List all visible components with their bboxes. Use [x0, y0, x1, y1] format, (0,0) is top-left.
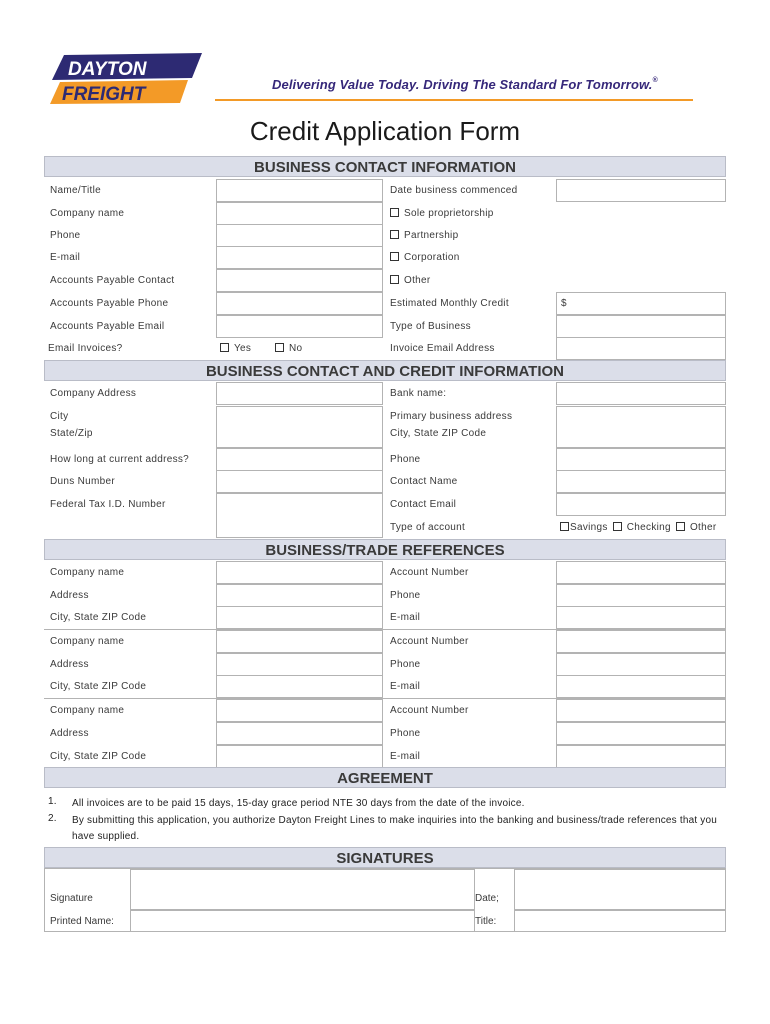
checkbox-no[interactable] — [275, 343, 284, 352]
input-type-of-business[interactable] — [556, 315, 726, 338]
input-ref3-address[interactable] — [216, 722, 383, 745]
input-ref2-address[interactable] — [216, 653, 383, 676]
label-title: Title: — [475, 916, 497, 927]
ref3-row-city — [44, 745, 726, 768]
row-type-of-account — [44, 516, 726, 539]
label-ref2-email: E-mail — [390, 681, 421, 692]
label-bank-name: Bank name: — [390, 388, 447, 399]
input-printed-name[interactable] — [130, 910, 475, 932]
agreement-item — [48, 796, 724, 812]
logo-line2: FREIGHT — [62, 84, 146, 104]
label-ref3-address: Address — [50, 728, 89, 739]
account-type-options — [560, 516, 726, 539]
checkbox-yes[interactable] — [220, 343, 229, 352]
input-primary-address[interactable] — [556, 406, 726, 448]
row-how-long — [44, 448, 726, 471]
label-bank-phone: Phone — [390, 454, 421, 465]
row-email — [44, 246, 726, 269]
input-ref3-account[interactable] — [556, 699, 726, 722]
row-email-invoices — [44, 337, 726, 360]
checkbox-checking[interactable] — [613, 522, 622, 531]
row-duns — [44, 470, 726, 493]
row-ap-email — [44, 315, 726, 338]
label-city: City — [50, 411, 69, 422]
input-ref2-phone[interactable] — [556, 653, 726, 676]
label-ref1-email: E-mail — [390, 612, 421, 623]
section-business-credit: BUSINESS CONTACT AND CREDIT INFORMATION — [44, 360, 726, 381]
label-ref3-company: Company name — [50, 705, 125, 716]
input-ref1-phone[interactable] — [556, 584, 726, 607]
option-yes[interactable]: Yes — [220, 337, 251, 360]
input-ref2-email[interactable] — [556, 675, 726, 698]
checkbox-other-entity[interactable] — [390, 275, 399, 284]
ref1-row-city — [44, 606, 726, 629]
row-ap-contact — [44, 269, 726, 292]
input-ref1-email[interactable] — [556, 606, 726, 629]
label-primary-business-address: Primary business address — [390, 411, 513, 422]
label-invoice-email: Invoice Email Address — [390, 343, 495, 354]
input-est-monthly-credit[interactable]: $ — [556, 292, 726, 315]
agreement-number: 2. — [48, 813, 57, 824]
input-duns[interactable] — [216, 470, 383, 493]
label-city-state — [50, 406, 218, 448]
input-ref1-address[interactable] — [216, 584, 383, 607]
label-ref1-company: Company name — [50, 567, 125, 578]
label-ref2-account: Account Number — [390, 636, 469, 647]
label-ref2-phone: Phone — [390, 659, 421, 670]
tagline: Delivering Value Today. Driving The Standard For Tomorrow.® — [272, 77, 658, 92]
agreement-text: All invoices are to be paid 15 days, 15-day grace period NTE 30 days from the date of the invoice. — [72, 798, 525, 809]
input-ap-phone[interactable] — [216, 292, 383, 315]
label-ref3-account: Account Number — [390, 705, 469, 716]
row-phone — [44, 224, 726, 247]
ref1-row-company — [44, 561, 726, 584]
ref3-row-address — [44, 722, 726, 745]
row-signature — [44, 887, 726, 910]
label-phone: Phone — [50, 230, 81, 241]
input-title[interactable] — [514, 910, 726, 932]
registered-mark: ® — [652, 77, 658, 84]
label-ap-email: Accounts Payable Email — [50, 321, 165, 332]
label-est-monthly-credit: Estimated Monthly Credit — [390, 298, 509, 309]
row-ap-phone — [44, 292, 726, 315]
section-business-contact: BUSINESS CONTACT INFORMATION — [44, 156, 726, 177]
label-ref2-address: Address — [50, 659, 89, 670]
input-date-commenced[interactable] — [556, 179, 726, 202]
label-email-invoices: Email Invoices? — [48, 343, 123, 354]
label-ref2-company: Company name — [50, 636, 125, 647]
option-sole-proprietorship[interactable]: Sole proprietorship — [390, 202, 556, 225]
input-ref3-city[interactable] — [216, 745, 383, 768]
section-trade-references: BUSINESS/TRADE REFERENCES — [44, 539, 726, 560]
input-bank-phone[interactable] — [556, 448, 726, 471]
label-date: Date; — [475, 893, 499, 904]
label-bank-city-state-zip: City, State ZIP Code — [390, 428, 487, 439]
input-bank-name[interactable] — [556, 382, 726, 405]
label-ap-contact: Accounts Payable Contact — [50, 275, 175, 286]
input-ref1-account[interactable] — [556, 561, 726, 584]
agreement-text: By submitting this application, you authorize Dayton Freight Lines to make inquiries into the banking and business/trade references that you have supplied. — [72, 815, 718, 842]
dayton-freight-logo — [50, 52, 202, 104]
label-ref1-city: City, State ZIP Code — [50, 612, 147, 623]
option-checking[interactable]: Checking — [611, 522, 671, 533]
input-phone[interactable] — [216, 224, 383, 247]
label-ref3-phone: Phone — [390, 728, 421, 739]
input-ref1-company[interactable] — [216, 561, 383, 584]
label-ref3-city: City, State ZIP Code — [50, 751, 147, 762]
label-type-of-account: Type of account — [390, 522, 466, 533]
input-ref2-city[interactable] — [216, 675, 383, 698]
label-ref1-address: Address — [50, 590, 89, 601]
input-contact-email[interactable] — [556, 493, 726, 516]
row-company-address — [44, 382, 726, 405]
checkbox-other-account[interactable] — [676, 522, 685, 531]
checkbox-sole-proprietorship[interactable] — [390, 208, 399, 217]
input-ref3-phone[interactable] — [556, 722, 726, 745]
logo-line1: DAYTON — [68, 59, 147, 80]
label-contact-name: Contact Name — [390, 476, 458, 487]
input-date[interactable] — [514, 869, 726, 910]
label-duns: Duns Number — [50, 476, 115, 487]
label-signature: Signature — [50, 893, 93, 904]
option-corporation[interactable]: Corporation — [390, 246, 556, 269]
label-company-address: Company Address — [50, 388, 137, 399]
page-title: Credit Application Form — [249, 116, 521, 146]
agreement-item — [48, 813, 724, 845]
section-agreement: AGREEMENT — [44, 767, 726, 788]
option-partnership[interactable]: Partnership — [390, 224, 556, 247]
label-ref3-email: E-mail — [390, 751, 421, 762]
input-ref2-account[interactable] — [556, 630, 726, 653]
label-date-commenced: Date business commenced — [390, 185, 518, 196]
label-ap-phone: Accounts Payable Phone — [50, 298, 169, 309]
ref1-row-address — [44, 584, 726, 607]
header-divider — [215, 99, 693, 101]
label-fed-tax: Federal Tax I.D. Number — [50, 499, 166, 510]
option-other-account[interactable]: Other — [674, 522, 717, 533]
option-savings[interactable]: Savings — [560, 522, 608, 533]
label-state-zip: State/Zip — [50, 428, 93, 439]
input-ap-contact[interactable] — [216, 269, 383, 292]
input-ref2-company[interactable] — [216, 630, 383, 653]
input-signature[interactable] — [130, 869, 475, 910]
row-name-title — [44, 179, 726, 202]
label-ref1-account: Account Number — [390, 567, 469, 578]
input-contact-name[interactable] — [556, 470, 726, 493]
label-name-title: Name/Title — [50, 185, 101, 196]
checkbox-savings[interactable] — [560, 522, 569, 531]
input-name-title[interactable] — [216, 179, 383, 202]
ref2-row-company — [44, 630, 726, 653]
input-ap-email[interactable] — [216, 315, 383, 338]
input-how-long[interactable] — [216, 448, 383, 471]
input-ref1-city[interactable] — [216, 606, 383, 629]
checkbox-corporation[interactable] — [390, 252, 399, 261]
row-company-name — [44, 202, 726, 225]
checkbox-partnership[interactable] — [390, 230, 399, 239]
label-type-of-business: Type of Business — [390, 321, 471, 332]
input-invoice-email[interactable] — [556, 337, 726, 360]
ref2-row-address — [44, 653, 726, 676]
label-ref2-city: City, State ZIP Code — [50, 681, 147, 692]
input-ref3-email[interactable] — [556, 745, 726, 768]
option-no[interactable]: No — [275, 337, 302, 360]
label-ref1-phone: Phone — [390, 590, 421, 601]
ref3-row-company — [44, 699, 726, 722]
label-email: E-mail — [50, 252, 81, 263]
label-primary-address — [390, 406, 556, 448]
input-email[interactable] — [216, 246, 383, 269]
input-city-state-zip[interactable] — [216, 406, 383, 448]
row-fed-tax — [44, 493, 726, 516]
input-company-name[interactable] — [216, 202, 383, 225]
label-company-name: Company name — [50, 208, 125, 219]
ref2-row-city — [44, 675, 726, 698]
label-contact-email: Contact Email — [390, 499, 457, 510]
agreement-number: 1. — [48, 796, 57, 807]
input-ref3-company[interactable] — [216, 699, 383, 722]
label-how-long: How long at current address? — [50, 454, 190, 465]
section-signatures: SIGNATURES — [44, 847, 726, 868]
row-printed-name — [44, 910, 726, 933]
label-printed-name: Printed Name: — [50, 916, 114, 927]
row-city-state — [44, 406, 726, 448]
input-company-address[interactable] — [216, 382, 383, 405]
option-other-entity[interactable]: Other — [390, 269, 556, 292]
